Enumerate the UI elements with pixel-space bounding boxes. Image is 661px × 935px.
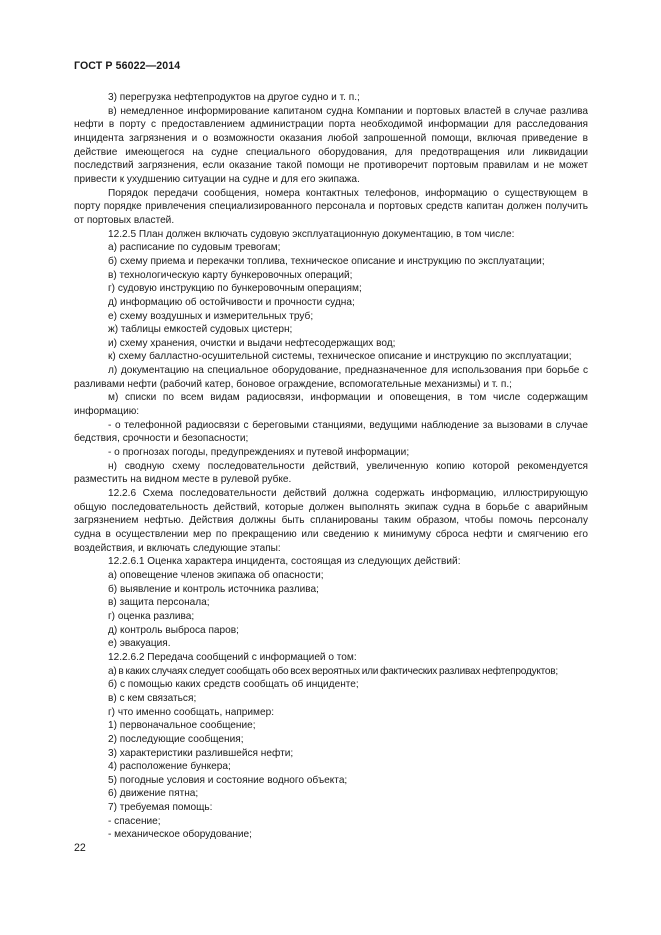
list-item: г) оценка разлива; xyxy=(108,610,195,622)
paragraph: в) немедленное информирование капитаном судна Компании и портовых властей в случае разлива нефти в порту с предоставлением администрации порта необходимой информации для расследования инцидента загрязнения и о возможности оказания любой запрошенной помощи, включая приведение в действие имеющегося на судне специального оборудования, для предотвращения или ликвидации последствий загрязнения, если оказание такой помощи не противоречит портовым правилам и не может привести к ухудшению ситуации на судне и для его экипажа. xyxy=(74,105,588,185)
section-heading: 12.2.6.2 Передача сообщений с информацией о том: xyxy=(108,651,357,663)
body-text xyxy=(74,91,588,842)
list-item: н) сводную схему последовательности действий, увеличенную копию которой рекомендуется разместить на видном месте в рулевой рубке. xyxy=(74,460,588,486)
list-item: и) схему хранения, очистки и выдачи нефтесодержащих вод; xyxy=(108,337,396,349)
list-item: м) списки по всем видам радиосвязи, информации и оповещения, в том числе содержащим информацию: xyxy=(74,392,588,418)
list-item: 1) первоначальное сообщение; xyxy=(108,720,256,732)
list-item: в) с кем связаться; xyxy=(108,692,197,704)
list-item: - о прогнозах погоды, предупреждениях и путевой информации; xyxy=(108,447,410,459)
list-item: е) схему воздушных и измерительных труб; xyxy=(108,310,314,322)
list-item: а) расписание по судовым тревогам; xyxy=(108,242,281,254)
list-item: - о телефонной радиосвязи с береговыми станциями, ведущими наблюдение за вызовами в случае бедствия, срочности и безопасности; xyxy=(74,419,588,445)
paragraph: Порядок передачи сообщения, номера контактных телефонов, информацию о существующем в порту порядке привлечения специализированного персонала и портовых средств капитан должен получить от портовых властей. xyxy=(74,187,588,226)
list-item: е) эвакуация. xyxy=(108,638,171,650)
list-item: г) что именно сообщать, например: xyxy=(108,706,275,718)
list-item: а) в каких случаях следует сообщать обо всех вероятных или фактических разливах нефтепродуктов; xyxy=(108,665,558,677)
section-heading: 12.2.6.1 Оценка характера инцидента, состоящая из следующих действий: xyxy=(108,556,461,568)
list-item: л) документацию на специальное оборудование, предназначенное для использования при борьбе с разливами нефти (рабочий катер, боновое ограждение, вспомогательные механизмы) и т. п.; xyxy=(74,365,588,390)
list-item: б) схему приема и перекачки топлива, техническое описание и инструкцию по эксплуатации; xyxy=(108,255,545,267)
paragraph: 3) перегрузка нефтепродуктов на другое судно и т. п.; xyxy=(108,92,360,103)
list-item: б) с помощью каких средств сообщать об инциденте; xyxy=(108,679,359,691)
list-item: г) судовую инструкцию по бункеровочным операциям; xyxy=(108,283,362,295)
list-item: а) оповещение членов экипажа об опасности; xyxy=(108,569,324,581)
list-item: в) технологическую карту бункеровочных операций; xyxy=(108,269,353,281)
list-item: 2) последующие сообщения; xyxy=(108,733,244,745)
list-item: 3) характеристики разлившейся нефти; xyxy=(108,747,294,759)
list-item: ж) таблицы емкостей судовых цистерн; xyxy=(108,324,293,336)
paragraph: 12.2.6 Схема последовательности действий должна содержать информацию, иллюстрирующую общую последовательность действий, которые должен выполнять экипаж судна в борьбе с аварийным загрязнением нефтью. Действия должны быть спланированы таким образом, чтобы помочь персоналу судна в осуществлении мер по прекращению или сведению к минимуму сброса нефти и смягчению его воздействия, и включать следующие этапы: xyxy=(74,488,588,554)
list-item: - механическое оборудование; xyxy=(108,829,252,841)
list-item: - спасение; xyxy=(108,815,161,827)
document-header: ГОСТ Р 56022—2014 xyxy=(74,60,181,72)
list-item: 7) требуемая помощь: xyxy=(108,802,213,814)
list-item: д) информацию об остойчивости и прочности судна; xyxy=(108,296,355,308)
list-item: к) схему балластно-осушительной системы, техническое описание и инструкцию по эксплуатации; xyxy=(108,351,572,363)
page-number: 22 xyxy=(74,842,86,854)
list-item: д) контроль выброса паров; xyxy=(108,624,239,636)
list-item: б) выявление и контроль источника разлива; xyxy=(108,583,319,595)
list-item: 5) погодные условия и состояние водного объекта; xyxy=(108,774,348,786)
list-item: в) защита персонала; xyxy=(108,597,210,609)
paragraph: 12.2.5 План должен включать судовую эксплуатационную документацию, в том числе: xyxy=(108,228,515,240)
list-item: 6) движение пятна; xyxy=(108,788,199,800)
list-item: 4) расположение бункера; xyxy=(108,761,231,773)
